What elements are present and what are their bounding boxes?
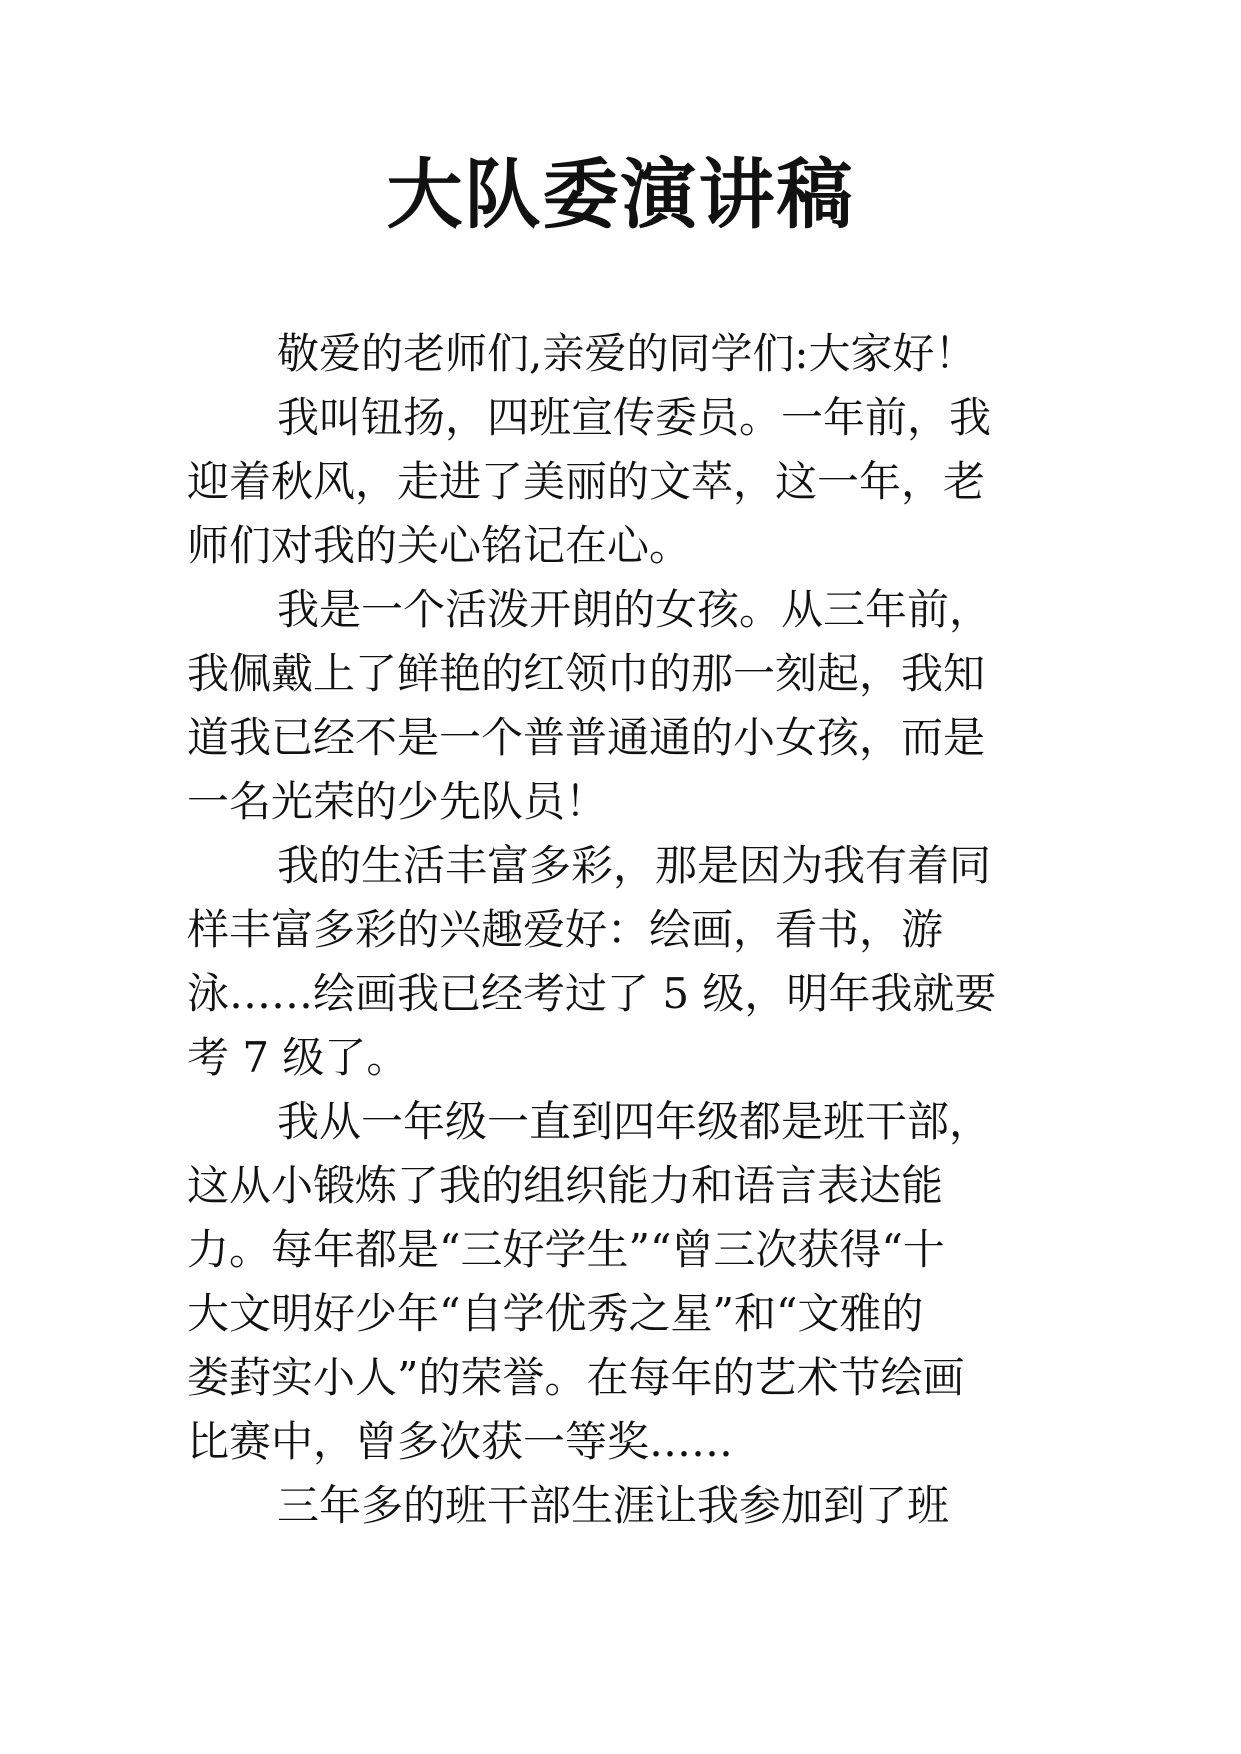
text-line: 我的生活丰富多彩，那是因为我有着同 (277, 841, 992, 890)
text-line: 这从小锻炼了我的组织能力和语言表达能 (187, 1161, 944, 1210)
text-line: 娄葑实小人”的荣誉。在每年的艺术节绘画 (187, 1353, 965, 1402)
document-body (187, 322, 1057, 1538)
text-line: 样丰富多彩的兴趣爱好：绘画，看书，游 (187, 905, 944, 954)
text-line: 考 7 级了。 (187, 1033, 409, 1082)
document-title: 大队委演讲稿 (386, 150, 855, 239)
text-line: 比赛中，曾多次获一等奖…… (187, 1417, 734, 1466)
text-line: 我佩戴上了鲜艳的红领巾的那一刻起，我知 (187, 649, 986, 698)
text-line: 师们对我的关心铭记在心。 (187, 521, 692, 570)
text-line: 泳……绘画我已经考过了 5 级，明年我就要 (187, 969, 997, 1018)
text-line: 力。每年都是“三好学生”“曾三次获得“十 (187, 1225, 945, 1274)
text-line: 道我已经不是一个普普通通的小女孩，而是 (187, 713, 986, 762)
text-line: 大文明好少年“自学优秀之星”和“文雅的 (187, 1289, 924, 1338)
text-line: 三年多的班干部生涯让我参加到了班 (277, 1481, 950, 1530)
text-line: 迎着秋风，走进了美丽的文萃，这一年，老 (187, 457, 986, 506)
text-line: 我从一年级一直到四年级都是班干部， (277, 1097, 992, 1146)
text-line: 敬爱的老师们,亲爱的同学们:大家好！ (277, 329, 977, 378)
text-line: 一名光荣的少先队员！ (187, 777, 608, 826)
text-line: 我是一个活泼开朗的女孩。从三年前， (277, 585, 992, 634)
text-line: 我叫钮扬，四班宣传委员。一年前，我 (277, 393, 992, 442)
